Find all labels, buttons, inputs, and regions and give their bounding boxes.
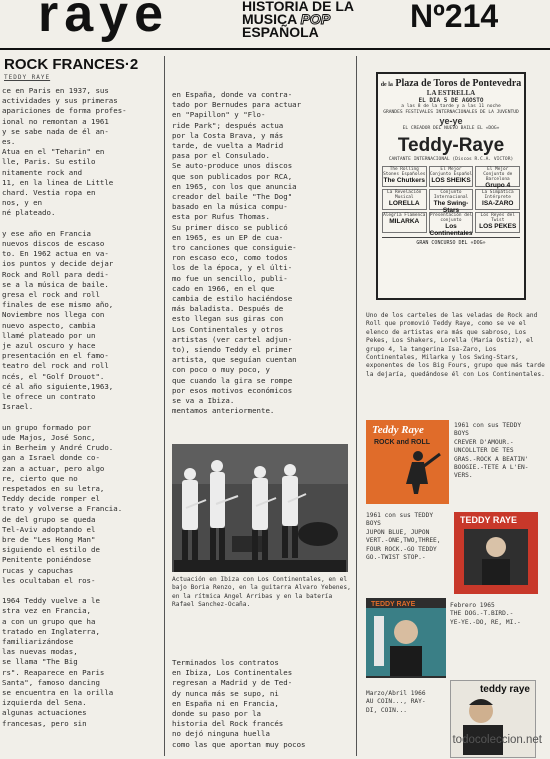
- band-photo-illustration: [172, 444, 348, 572]
- record-sleeve-1961-b: [454, 512, 538, 594]
- poster-act: [475, 212, 520, 233]
- poster-act-name: The Chutkers: [383, 177, 426, 184]
- poster-act-note: Conjunto Internacional: [433, 190, 469, 200]
- record-caption-3: Febrero 1965 THE DOG.-T.BIRD.- YE-YE.-DO, RE, MI.-: [450, 602, 521, 626]
- poster-act-name: Grupo 4: [485, 182, 511, 189]
- section-headline: [242, 0, 354, 39]
- record-sleeve-1966: [450, 680, 536, 758]
- poster-footer: GRAN CONCURSO DEL «DOG»: [382, 237, 520, 246]
- poster-act-name: LOS SHEIKS: [431, 177, 471, 184]
- poster-act-name: ISA-ZARO: [482, 200, 514, 207]
- poster-times: a las 8 de la tarde y a las 11 noche: [401, 104, 501, 109]
- sleeve-title: Teddy Raye: [372, 424, 424, 436]
- poster-act: [429, 166, 474, 187]
- concert-poster: [376, 72, 526, 300]
- poster-date: EL DIA 5 DE AGOSTO: [418, 97, 484, 104]
- sleeve-photo-illustration: [454, 525, 538, 587]
- poster-venue: [378, 78, 524, 89]
- poster-act-name: MILARKA: [389, 218, 420, 225]
- poster-yeye: ye-ye: [439, 116, 463, 126]
- poster-act-name: LORELLA: [388, 200, 420, 207]
- poster-band-name: Teddy-Raye: [397, 135, 505, 156]
- poster-act-note: The Rolling Stones Españoles: [383, 167, 426, 177]
- poster-creator: EL CREADOR DEL NUEVO BAILE EL «DOG»: [402, 126, 500, 131]
- article-column-1: ce en Paris en 1937, sus actividades y sus primeras apariciones de forma profes- ional no remontan a 1961 y se sabe nada de él an- es. Atua en el "Teharin" en lle, Paris. Su estilo nitamente rock and 11, en la linea de Little chard. Vestia ropa en nos, y en né plateado. y ese año en Francia nuevos discos de escaso to. En 1962 actua en va- ios puntos y decide dejar Rock and Roll para dedi- se a la música de baile. gresa el rock and roll finales de ese mismo año, Noviembre nos llega con nuevo aspecto, cambia llamé plateado por un je azul oscuro y hace presentación en el famo- teatro del rock and roll ncés, el "Golf Drouot". cé al año siguiente,1963, le ofrece un contrato Israel. un grupo formado por ude Majos, José Sonc, in Berheim y André Crudo. gan a Israel donde co- zan a actuar, pero algo re, cierto que no respetados en su letra, Teddy decide romper el trato y volverse a Francia. de del grupo se queda Tel-Aviv adoptando el bre de "Les Hong Man" siguiendo el estilo de Penitente poniéndose rucas y capuchas les ocultaban el ros- 1964 Teddy vuelve a le stra vez en Francia, a con un grupo que ha tratado en Inglaterra, familiarizándose las nuevas modas, se llama "The Big rs". Reaparece en Paris Santa", famoso dancing se encuentra en la orilla izquierda del Sena. algunas actuaciones francesas, pero sin: [2, 86, 127, 728]
- sleeve-figure-illustration: [366, 446, 449, 496]
- photo-caption: Actuación en Ibiza con Los Continentales, en el bajo Boria Renzo, en la guitarra Alvaro Yebenes, en la rítmica Angel Arribas y en la batería Rafael Sanchez-Ocaña.: [172, 576, 351, 609]
- poster-act: [429, 212, 474, 237]
- sleeve-title: teddy raye: [479, 684, 530, 695]
- article-byline: TEDDY RAYE: [4, 74, 51, 81]
- poster-act-note: La Revelación Musical: [387, 190, 422, 200]
- poster-act: [475, 166, 520, 187]
- issue-number: Nº214: [410, 0, 499, 34]
- column-divider-2: [356, 56, 357, 756]
- poster-venue-prefix: de la: [380, 82, 393, 88]
- poster-act: [475, 189, 520, 210]
- poster-act-note: Alegria Flamenca: [383, 213, 426, 218]
- sleeve-portrait-illustration: [451, 695, 535, 755]
- header-rule: [0, 48, 550, 50]
- record-caption-2: 1961 con sus TEDDY BOYS JUPON BLUE, JUPON VERT.-ONE,TWO,THREE, FOUR ROCK.-GO TEDDY GO.-TWIST STOP.-: [366, 512, 441, 562]
- poster-act-note: El Mejor Conjunto Español: [429, 167, 473, 177]
- poster-act-note: La Simpática Intérprete: [481, 190, 514, 200]
- poster-act-name: The Swing-Stars: [433, 200, 469, 214]
- poster-band-subtitle: CANTANTE INTERNACIONAL (Discos R.C.A. VICTOR): [388, 157, 514, 162]
- headline-line-1: HISTORIA DE LA: [242, 0, 355, 14]
- watermark: todocoleccion.net: [452, 734, 542, 746]
- article-column-2b: Terminados los contratos en Ibiza, Los Continentales regresan a Madrid y de Ted- dy nunca más se supo, ni en España ni en Francia, donde su paso por la historia del Rock francés no dejó ninguna huella como las que aportan muy pocos: [172, 658, 306, 749]
- poster-act: [382, 212, 427, 233]
- headline-line-2: MUSICA: [242, 11, 301, 27]
- sleeve-subtitle: ROCK and ROLL: [374, 439, 430, 446]
- poster-act: [382, 166, 427, 187]
- record-sleeve-1965: [366, 598, 446, 678]
- poster-act-note: Los Reyes del Twist: [480, 213, 515, 223]
- poster-act: [382, 189, 427, 210]
- sleeve-photo-illustration: [366, 608, 446, 676]
- poster-festival: GRANDES FESTIVALES INTERNACIONALES DE LA JUVENTUD: [383, 110, 519, 115]
- poster-act: [429, 189, 474, 214]
- headline-line-3: ESPAÑOLA: [242, 24, 319, 40]
- magazine-title: raye: [38, 0, 169, 43]
- record-sleeve-1961-a: [366, 420, 449, 504]
- poster-acts-grid: [382, 166, 520, 237]
- poster-act-note: Presentación del conjunto: [429, 213, 473, 223]
- headline-pop-word: POP: [300, 11, 331, 27]
- poster-subvenue: LA ESTRELLA: [426, 89, 476, 97]
- record-caption-1: 1961 con sus TEDDY BOYS CREVER D'AMOUR.- UNCOLLTER DE TES GRAS.-ROCK A BEATIN' BOOGIE.-TETE A L'EN- VERS.: [454, 422, 529, 480]
- column-divider-1: [164, 56, 165, 756]
- band-photo: [172, 444, 348, 572]
- record-caption-4: Marzo/Abril 1966 AU COIN..., RAY- DI, COIN...: [366, 690, 426, 714]
- sleeve-title: TEDDY RAYE: [371, 601, 416, 608]
- poster-venue-name: Plaza de Toros de Pontevedra: [395, 78, 522, 89]
- poster-caption: Uno de los carteles de las veladas de Rock and Roll que promovió Teddy Raye, como se ve el elenco de artistas era más que sabroso, Los Pekes, Los Shakers, Lorella (María Ostiz), el grupo 4, la tangerina Isa-Zaro, Los Continentales, Milarka y los Swing-Stars, exponentes de los Big Fours, grupo que más tarde la dejaría, quedándose él con Los Continentales.: [366, 312, 545, 378]
- poster-act-name: Los Continentales: [429, 223, 473, 237]
- poster-act-note: El Mejor Conjunto de Barcelona: [483, 167, 513, 182]
- poster-act-name: LOS PEKES: [479, 223, 517, 230]
- sleeve-title: TEDDY RAYE: [460, 515, 518, 525]
- article-column-2: en España, donde va contra- tado por Bernudes para actuar en "Papillon" y "Flo- ride Park"; después actua por la Costa Brava, y más tarde, de vuelta a Madrid pasa por el Consulado. Se auto-produce unos discos que son publicados por RCA, en 1965, con los que anuncia creador del baile "The Dog" basado en la música compu- esta por Rufus Thomas. Su primer disco se publicó en 1965, es un EP de cua- tro canciones que consiguie- ron escaso eco, como todos los de la época, y el últi- mo fue un sencillo, publi- cado en 1966, en el que cambia de estilo haciéndose más baladista. Después de esto llegan sus giras con Los Continentales y otros artistas (ver cartel adjun- to), siendo Teddy el primer artista, que seguían cuentan con poco o muy poco, y que cuando la gira se rompe por esos motivos económicos se va a Ibiza. mentamos anteriormente.: [172, 90, 302, 416]
- article-subtitle: ROCK FRANCES·2: [4, 56, 139, 73]
